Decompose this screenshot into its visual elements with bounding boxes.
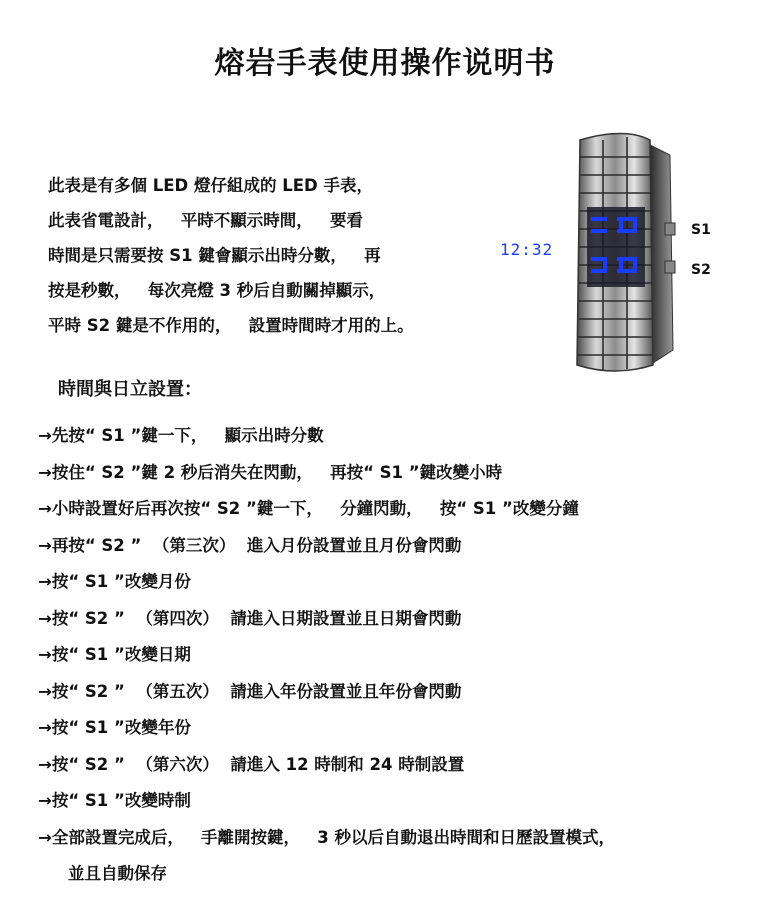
instruction-steps <box>38 418 763 893</box>
step-item: →按住“ S2 ”鍵 2 秒后消失在閃動， 再按“ S1 ”鍵改變小時 <box>38 462 503 482</box>
step-item: →再按“ S2 ” （第三次） 進入月份設置並且月份會閃動 <box>38 535 462 555</box>
step-item: →全部設置完成后， 手離開按鍵， 3 秒以后自動退出時間和日歷設置模式， <box>38 827 616 847</box>
intro-line: 此表是有多個 LED 燈仔組成的 LED 手表， <box>48 176 373 195</box>
s2-button-label: S2 <box>691 262 711 278</box>
step-continuation: 並且自動保存 <box>68 864 167 883</box>
step-item: →按“ S1 ”改變時制 <box>38 791 191 810</box>
step-item: →按“ S2 ” （第六次） 請進入 12 時制和 24 時制設置 <box>38 754 465 774</box>
s1-button-label: S1 <box>691 222 711 238</box>
page-title: 熔岩手表使用操作说明书 <box>214 46 556 81</box>
intro-line: 此表省電設計， 平時不顯示時間， 要看 <box>48 211 363 230</box>
step-item: →按“ S1 ”改變日期 <box>38 645 191 664</box>
step-item: →按“ S2 ” （第四次） 請進入日期設置並且日期會閃動 <box>38 608 462 628</box>
step-item: →按“ S1 ”改變年份 <box>38 718 191 737</box>
step-item: →按“ S2 ” （第五次） 請進入年份設置並且年份會閃動 <box>38 681 462 701</box>
intro-paragraph <box>48 168 508 343</box>
step-item: →小時設置好后再次按“ S2 ”鍵一下， 分鐘閃動， 按“ S1 ”改變分鐘 <box>38 499 579 518</box>
intro-line: 按是秒數， 每次亮燈 3 秒后自動關掉顯示， <box>48 281 386 300</box>
intro-line: 平時 S2 鍵是不作用的， 設置時間時才用的上。 <box>48 316 414 335</box>
led-time-display: 12:32 <box>500 240 554 259</box>
lava-watch-illustration <box>495 125 745 375</box>
intro-line: 時間是只需要按 S1 鍵會顯示出時分數， 再 <box>48 246 381 265</box>
step-item: →先按“ S1 ”鍵一下， 顯示出時分數 <box>38 426 324 445</box>
step-item: →按“ S1 ”改變月份 <box>38 572 191 591</box>
section-title: 時間與日立設置： <box>58 379 202 400</box>
